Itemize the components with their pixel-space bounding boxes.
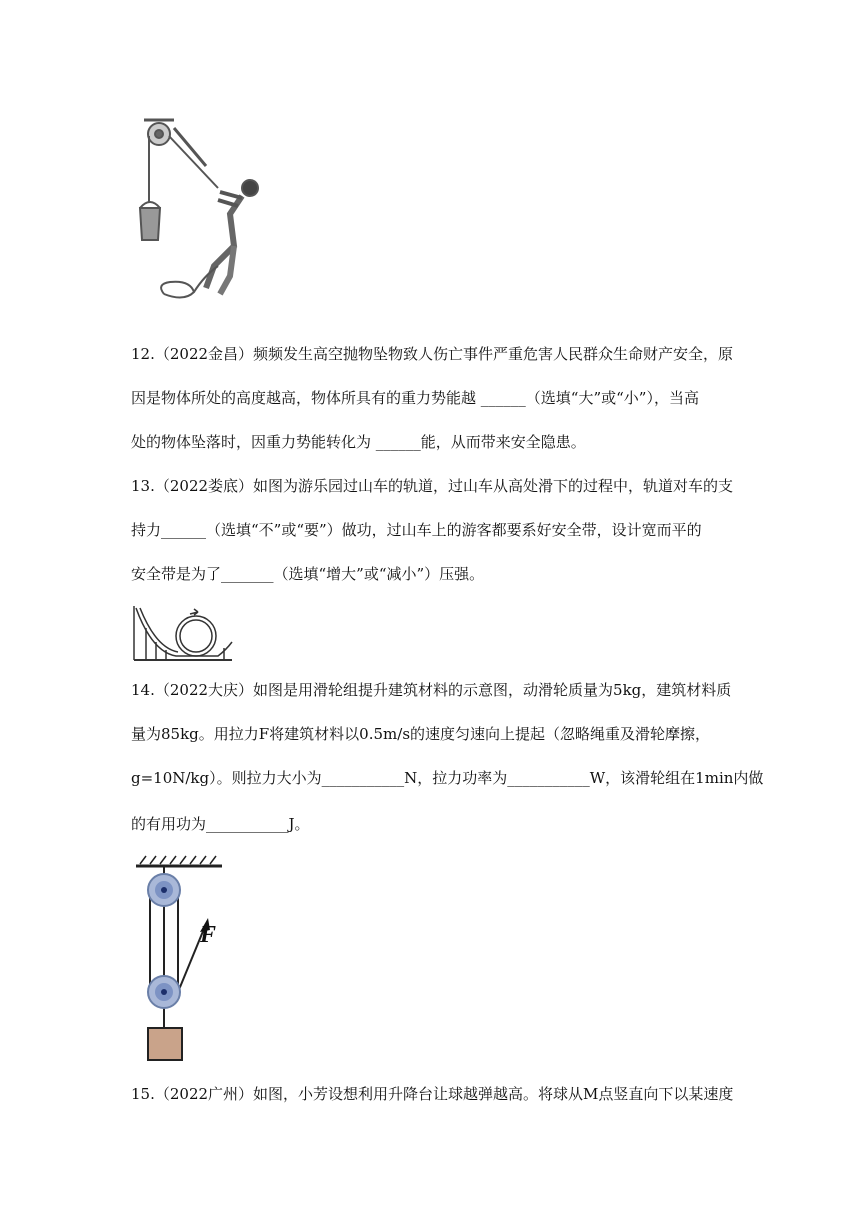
q12-line3: 处的物体坠落时，因重力势能转化为 ______能，从而带来安全隐患。: [131, 433, 586, 451]
q13-line3: 安全带是为了_______（选填“增大”或“减小”）压强。: [131, 565, 485, 583]
force-label: F: [200, 922, 217, 948]
pulley-system-figure: [134, 852, 234, 1064]
roller-coaster-figure: [132, 604, 234, 662]
q15-line1: 15.（2022广州）如图，小芳设想利用升降台让球越弹越高。将球从M点竖直向下以某速度: [131, 1085, 734, 1103]
q13-line2: 持力______（选填“不”或“要”）做功，过山车上的游客都要系好安全带，设计宽而平的: [131, 521, 702, 539]
q12-line2: 因是物体所处的高度越高，物体所具有的重力势能越 ______（选填“大”或“小”），当高: [131, 389, 699, 407]
q14-line1: 14.（2022大庆）如图是用滑轮组提升建筑材料的示意图，动滑轮质量为5kg，建筑材料质: [131, 681, 732, 699]
pulley-worker-figure: [134, 116, 284, 308]
q14-line4: 的有用功为___________J。: [131, 815, 310, 833]
q14-line3: g=10N/kg）。则拉力大小为___________N，拉力功率为___________W，该滑轮组在1min内做: [131, 769, 764, 787]
q13-line1: 13.（2022娄底）如图为游乐园过山车的轨道，过山车从高处滑下的过程中，轨道对车的支: [131, 477, 734, 495]
q14-line2: 量为85kg。用拉力F将建筑材料以0.5m/s的速度匀速向上提起（忽略绳重及滑轮摩擦，: [131, 725, 711, 743]
q12-line1: 12.（2022金昌）频频发生高空抛物坠物致人伤亡事件严重危害人民群众生命财产安全，原: [131, 345, 734, 363]
